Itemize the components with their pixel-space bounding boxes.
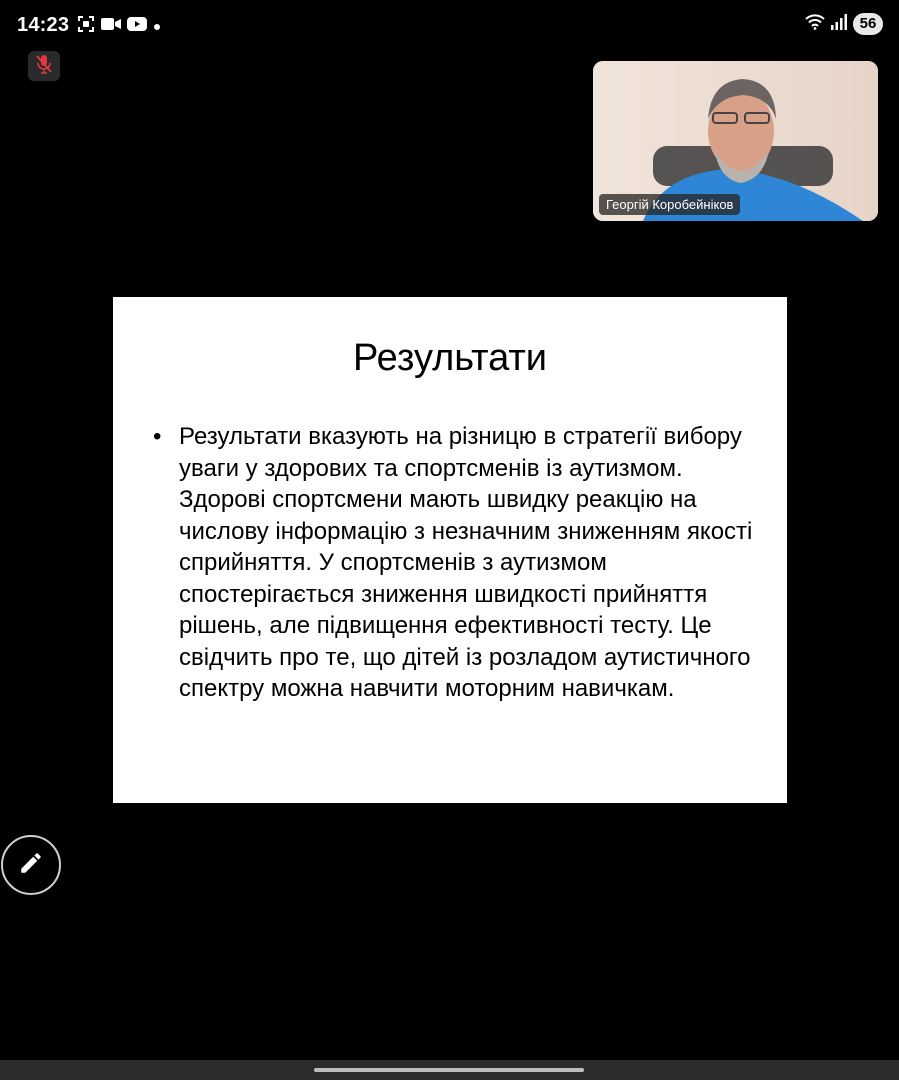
slide-title: Результати	[352, 337, 548, 379]
participant-name-label: Георгій Коробейніков	[599, 194, 740, 215]
dot-icon	[153, 18, 161, 36]
mic-toggle-button[interactable]	[28, 51, 60, 81]
wifi-icon	[805, 14, 825, 35]
screenshot-icon	[77, 15, 95, 38]
video-camera-icon	[101, 17, 121, 36]
annotate-button[interactable]	[1, 835, 61, 895]
slide-bullet-text: Результати вказують на різницю в стратегії вибору уваги у здорових та спортсменів із аутизмом. Здорові спортсмени мають швидку реакцію на числову інформацію з незначним зниженням якості сприйняття. У спортсменів з аутизмом спостерігається зниження швидкості прийняття рішень, але підвищення ефективності тесту. Це свідчить про те, що дітей із розладом аутистичного спектру можна навчити моторним навичкам.	[179, 423, 753, 702]
mic-muted-icon	[35, 54, 53, 79]
battery-indicator: 56	[853, 13, 883, 35]
status-right-icons	[805, 13, 883, 35]
navigation-bar	[0, 1060, 899, 1080]
signal-icon	[831, 14, 847, 35]
pencil-icon	[18, 850, 44, 881]
bullet-icon: •	[153, 423, 162, 450]
youtube-icon	[127, 17, 147, 36]
status-left-icons	[77, 15, 161, 38]
shared-slide	[113, 297, 787, 803]
status-time: 14:23	[17, 14, 70, 36]
home-gesture-handle[interactable]	[314, 1068, 584, 1072]
status-bar	[0, 0, 899, 52]
participant-video-tile[interactable]	[593, 61, 878, 221]
slide-bullet-item	[153, 421, 753, 705]
